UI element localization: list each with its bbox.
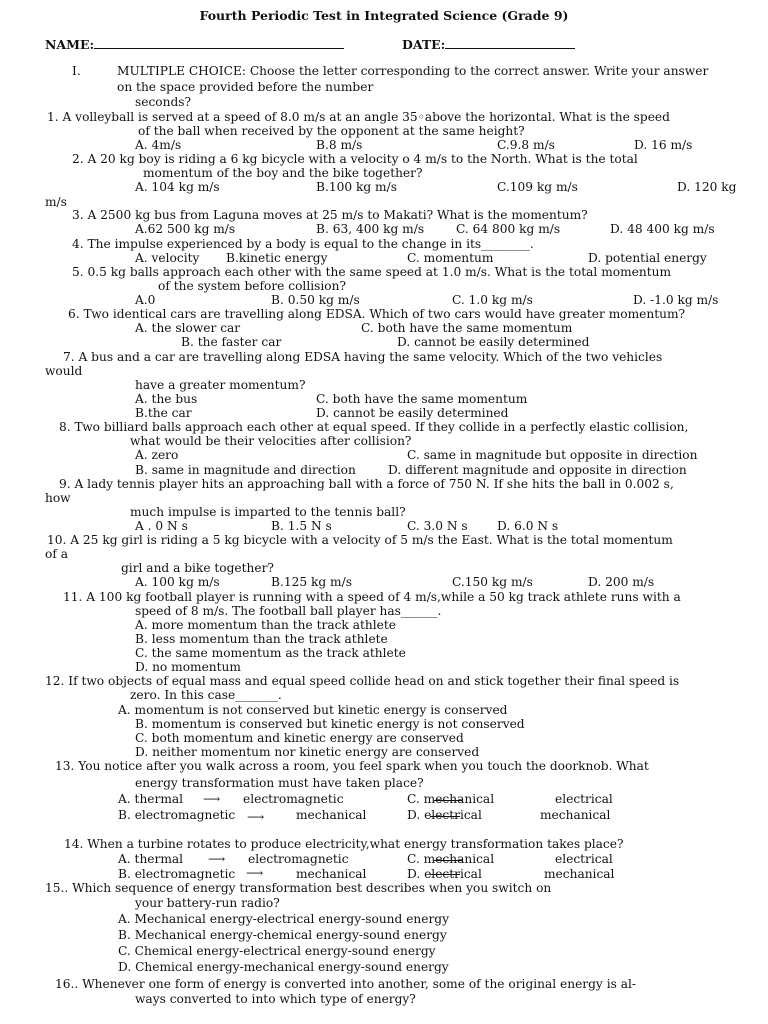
q13-option-b-from: B. electromagnetic — [118, 808, 236, 822]
question-9: 9. A lady tennis player hits an approaching ball with a force of 750 N. If she hits the ball in 0.002 s, — [59, 477, 674, 491]
q3-option-d: D. 48 400 kg m/s — [610, 222, 715, 236]
q9-option-c: C. 3.0 N s — [407, 519, 468, 533]
question-6: 6. Two identical cars are travelling along EDSA. Which of two cars would have greater momentum? — [68, 307, 686, 321]
q10-option-c: C.150 kg m/s — [452, 575, 533, 589]
question-12: 12. If two objects of equal mass and equal speed collide head on and stick together their final speed is — [45, 674, 680, 688]
question-1: 1. A volleyball is served at a speed of 8.0 m/s at an angle 35◦above the horizontal. What is the speed — [47, 110, 670, 124]
question-15-cont: your battery-run radio? — [135, 896, 280, 910]
section-instructions-2: on the space provided before the number — [117, 80, 374, 94]
q1-option-c: C.9.8 m/s — [497, 138, 555, 152]
q11-option-c: C. the same momentum as the track athlete — [135, 646, 406, 660]
q10-option-a: A. 100 kg m/s — [135, 575, 220, 589]
q4-option-b: B.kinetic energy — [226, 251, 328, 265]
strikethrough-arrow-icon — [434, 860, 462, 861]
section-instructions-3: seconds? — [135, 95, 192, 109]
q7-option-d: D. cannot be easily determined — [316, 406, 509, 420]
q13-option-a-to: electromagnetic — [243, 792, 344, 806]
right-arrow-icon: ⟶ — [247, 810, 265, 824]
q8-option-a: A. zero — [135, 448, 179, 462]
question-16: 16.. Whenever one form of energy is converted into another, some of the original energy is al- — [55, 977, 636, 991]
q3-option-b: B. 63, 400 kg m/s — [316, 222, 425, 236]
q14-option-b-from: B. electromagnetic — [118, 867, 236, 881]
q14-option-d-from: D. electrical — [407, 867, 482, 881]
q10-option-d: D. 200 m/s — [588, 575, 655, 589]
q14-option-b-to: mechanical — [296, 867, 367, 881]
section-numeral: I. — [72, 64, 81, 78]
q8-option-d: D. different magnitude and opposite in direction — [388, 463, 687, 477]
q6-option-d: D. cannot be easily determined — [397, 335, 590, 349]
q4-option-d: D. potential energy — [588, 251, 707, 265]
question-11: 11. A 100 kg football player is running with a speed of 4 m/s,while a 50 kg track athlete runs with a — [63, 590, 681, 604]
date-label: DATE: — [402, 37, 446, 52]
question-13: 13. You notice after you walk across a room, you feel spark when you touch the doorknob. What — [55, 759, 649, 773]
question-3: 3. A 2500 kg bus from Laguna moves at 25 m/s to Makati? What is the momentum? — [72, 208, 588, 222]
question-9-wrap: how — [45, 491, 71, 505]
question-1-cont: of the ball when received by the opponent at the same height? — [138, 124, 525, 138]
q11-option-b: B. less momentum than the track athlete — [135, 632, 388, 646]
q11-option-a: A. more momentum than the track athlete — [135, 618, 396, 632]
q5-option-a: A.0 — [135, 293, 156, 307]
q14-option-d-to: mechanical — [544, 867, 615, 881]
q1-option-a: A. 4m/s — [135, 138, 182, 152]
q4-option-c: C. momentum — [407, 251, 494, 265]
q12-option-a: A. momentum is not conserved but kinetic energy is conserved — [118, 703, 508, 717]
question-2: 2. A 20 kg boy is riding a 6 kg bicycle with a velocity o 4 m/s to the North. What is the total — [72, 152, 638, 166]
question-15: 15.. Which sequence of energy transformation best describes when you switch on — [45, 881, 552, 895]
q14-option-c-from: C. mechanical — [407, 852, 495, 866]
q2-option-d-wrap: m/s — [45, 195, 67, 209]
q13-option-c-to: electrical — [555, 792, 613, 806]
q9-option-a: A . 0 N s — [135, 519, 188, 533]
q3-option-c: C. 64 800 kg m/s — [456, 222, 561, 236]
name-label: NAME: — [45, 37, 95, 52]
q14-option-c-to: electrical — [555, 852, 613, 866]
q12-option-b: B. momentum is conserved but kinetic energy is not conserved — [135, 717, 525, 731]
q4-option-a: A. velocity — [135, 251, 200, 265]
question-7-cont: have a greater momentum? — [135, 378, 306, 392]
q2-option-d: D. 120 kg — [677, 180, 737, 194]
question-7: 7. A bus and a car are travelling along EDSA having the same velocity. Which of the two vehicles — [63, 350, 663, 364]
date-blank[interactable] — [445, 37, 575, 49]
q6-option-b: B. the faster car — [181, 335, 282, 349]
name-field — [45, 37, 344, 52]
strikethrough-arrow-icon — [430, 874, 460, 875]
strikethrough-arrow-icon — [434, 800, 462, 801]
q1-option-b: B.8 m/s — [316, 138, 363, 152]
q13-option-c-from: C. mechanical — [407, 792, 495, 806]
strikethrough-arrow-icon — [430, 816, 460, 817]
q12-option-d: D. neither momentum nor kinetic energy are conserved — [135, 745, 480, 759]
question-13-cont: energy transformation must have taken place? — [135, 776, 424, 790]
question-4: 4. The impulse experienced by a body is equal to the change in its________. — [72, 237, 534, 251]
question-2-cont: momentum of the boy and the bike together? — [143, 166, 423, 180]
q5-option-c: C. 1.0 kg m/s — [452, 293, 533, 307]
question-8: 8. Two billiard balls approach each other at equal speed. If they collide in a perfectly elastic collision, — [59, 420, 689, 434]
name-blank[interactable] — [94, 37, 344, 49]
q13-option-b-to: mechanical — [296, 808, 367, 822]
q15-option-a: A. Mechanical energy-electrical energy-sound energy — [118, 912, 449, 926]
q7-option-a: A. the bus — [135, 392, 198, 406]
q7-option-b: B.the car — [135, 406, 192, 420]
q12-option-c: C. both momentum and kinetic energy are conserved — [135, 731, 464, 745]
question-5: 5. 0.5 kg balls approach each other with the same speed at 1.0 m/s. What is the total momentum — [72, 265, 672, 279]
q5-option-b: B. 0.50 kg m/s — [271, 293, 360, 307]
q15-option-c: C. Chemical energy-electrical energy-sound energy — [118, 944, 436, 958]
q9-option-d: D. 6.0 N s — [497, 519, 559, 533]
question-12-cont: zero. In this case_______. — [130, 688, 282, 702]
q2-option-c: C.109 kg m/s — [497, 180, 578, 194]
right-arrow-icon: ⟶ — [203, 792, 221, 806]
q8-option-b: B. same in magnitude and direction — [135, 463, 356, 477]
q15-option-b: B. Mechanical energy-chemical energy-sound energy — [118, 928, 447, 942]
q13-option-a-from: A. thermal — [118, 792, 184, 806]
q5-option-d: D. -1.0 kg m/s — [633, 293, 719, 307]
q8-option-c: C. same in magnitude but opposite in direction — [407, 448, 698, 462]
q7-option-c: C. both have the same momentum — [316, 392, 528, 406]
right-arrow-icon: ⟶ — [246, 866, 264, 880]
q6-option-a: A. the slower car — [135, 321, 241, 335]
q13-option-d-to: mechanical — [540, 808, 611, 822]
page-title: Fourth Periodic Test in Integrated Science (Grade 9) — [199, 8, 569, 23]
question-8-cont: what would be their velocities after collision? — [130, 434, 412, 448]
q1-option-d: D. 16 m/s — [634, 138, 693, 152]
q11-option-d: D. no momentum — [135, 660, 241, 674]
q15-option-d: D. Chemical energy-mechanical energy-sound energy — [118, 960, 449, 974]
question-11-cont: speed of 8 m/s. The football ball player has______. — [135, 604, 442, 618]
q3-option-a: A.62 500 kg m/s — [135, 222, 236, 236]
question-16-cont: ways converted to into which type of energy? — [135, 992, 416, 1006]
right-arrow-icon: ⟶ — [208, 852, 226, 866]
q9-option-b: B. 1.5 N s — [271, 519, 332, 533]
question-14: 14. When a turbine rotates to produce electricity,what energy transformation takes place? — [64, 837, 624, 851]
q6-option-c: C. both have the same momentum — [361, 321, 573, 335]
q2-option-b: B.100 kg m/s — [316, 180, 397, 194]
q14-option-a-to: electromagnetic — [248, 852, 349, 866]
q13-option-d-from: D. electrical — [407, 808, 482, 822]
q14-option-a-from: A. thermal — [118, 852, 184, 866]
question-5-cont: of the system before collision? — [158, 279, 346, 293]
q10-option-b: B.125 kg m/s — [271, 575, 352, 589]
question-10: 10. A 25 kg girl is riding a 5 kg bicycle with a velocity of 5 m/s the East. What is the total momentum — [47, 533, 673, 547]
question-10-wrap: of a — [45, 547, 68, 561]
question-9-cont: much impulse is imparted to the tennis ball? — [130, 505, 406, 519]
q2-option-a: A. 104 kg m/s — [135, 180, 220, 194]
question-10-cont: girl and a bike together? — [121, 561, 274, 575]
section-instructions: MULTIPLE CHOICE: Choose the letter corresponding to the correct answer. Write your answer — [117, 64, 709, 78]
date-field — [402, 37, 575, 52]
question-7-wrap: would — [45, 364, 83, 378]
